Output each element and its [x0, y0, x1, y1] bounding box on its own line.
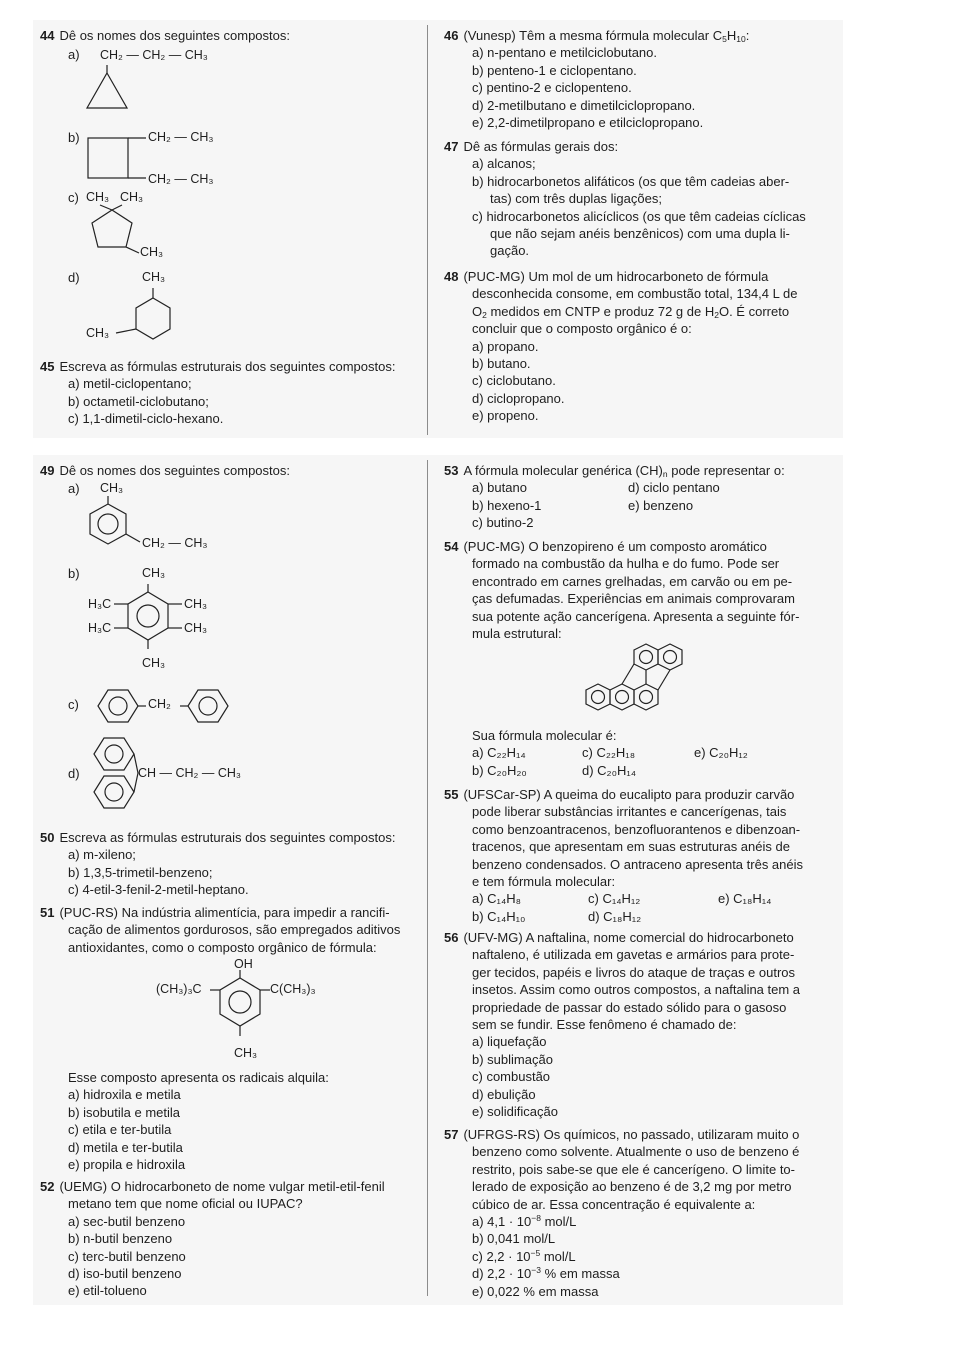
option-a: a) C₁₄H₈: [472, 891, 522, 907]
question-text-line6: e tem fórmula molecular:: [472, 874, 616, 890]
option-d: d) C₂₀H₁₄: [582, 762, 637, 778]
q49-b-left1: H₃C: [88, 597, 112, 611]
option-b-line1: b) hidrocarbonetos alifáticos (os que têm cadeias aber-: [472, 173, 790, 189]
option-d: d) ciclopropano.: [472, 390, 565, 406]
question-text-line1: (PUC-RS) Na indústria alimentícia, para impedir a rancifi-: [59, 905, 390, 920]
option-e: e) propila e hidroxila: [68, 1157, 186, 1173]
question-number: 51: [40, 905, 55, 920]
option-c: c) 4-etil-3-fenil-2-metil-heptano.: [68, 882, 249, 898]
question-text-line1: (UFRGS-RS) Os químicos, no passado, utilizaram muito o: [463, 1127, 800, 1142]
option-a: a) hidroxila e metila: [68, 1087, 181, 1103]
option-a: a) sec-butil benzeno: [68, 1213, 186, 1229]
question-text-line2: formado na combustão da hulha e do fumo. Pode ser: [472, 556, 780, 572]
text-part: c) 2,2 · 10: [472, 1248, 531, 1264]
question-text-line3: como benzoantracenos, benzofluorantenos e dibenzoan-: [472, 821, 801, 837]
option-b: b) isobutila e metila: [68, 1104, 180, 1120]
option-d: [444, 1265, 829, 1282]
question-54-prompt: Sua fórmula molecular é:: [472, 728, 617, 743]
q44-b-top: CH₂ — CH₃: [148, 130, 214, 144]
cyclobutane-ring: [88, 128, 148, 188]
question-text-line5: propriedade de passar do estado sólido para o gasoso: [472, 999, 787, 1015]
question-number: 53: [444, 463, 459, 478]
q44-option-b-label: b): [68, 130, 80, 145]
exponent: −8: [531, 1213, 541, 1224]
question-number: 47: [444, 139, 459, 154]
text-part: O. É correto: [718, 303, 790, 319]
question-text: Dê os nomes dos seguintes compostos:: [59, 463, 290, 478]
option-e: e) solidificação: [472, 1104, 558, 1120]
benzene-ring-a: [80, 496, 150, 556]
option-a: a) butano: [472, 480, 527, 496]
option-c: c) butino-2: [472, 515, 534, 531]
question-45: [40, 358, 425, 428]
option-d: d) iso-butil benzeno: [68, 1266, 182, 1282]
option-c: c) 1,1-dimetil-ciclo-hexano.: [68, 411, 224, 427]
option-b: b) 0,041 mol/L: [472, 1231, 556, 1247]
q51-right: C(CH₃)₃: [270, 982, 316, 996]
benzene-ring-b: [110, 582, 190, 662]
q49-a-right: CH₂ — CH₃: [142, 536, 208, 550]
question-text: Dê os nomes dos seguintes compostos:: [59, 28, 290, 43]
q51-left: (CH₃)₃C: [156, 982, 202, 996]
cyclopropane-ring: [82, 68, 132, 113]
text-sub: 2: [714, 309, 719, 320]
options-row-2: [444, 908, 829, 925]
question-text-line1: (UEMG) O hidrocarboneto de nome vulgar metil-etil-fenil: [59, 1179, 385, 1194]
question-number: 49: [40, 463, 55, 478]
question-49: [40, 462, 420, 479]
question-text-line5: cúbico de ar. Essa concentração é equivalente a:: [472, 1196, 756, 1212]
question-text-line2: naftaleno, é utilizada em gavetas e armários para prote-: [472, 947, 795, 963]
option-d: d) metila e ter-butila: [68, 1139, 183, 1155]
question-number: 57: [444, 1127, 459, 1142]
option-a: a) metil-ciclopentano;: [68, 376, 192, 392]
q44-c-sub1: CH₃: [86, 190, 110, 204]
question-text-line3: ger tecidos, papéis e livros do ataque de traças e outros: [472, 964, 796, 980]
option-e: e) benzeno: [628, 497, 694, 513]
option-a: a) C₂₂H₁₄: [472, 745, 526, 761]
question-57: [444, 1126, 829, 1300]
options-row-2: [444, 497, 829, 514]
option-b: b) n-butil benzeno: [68, 1231, 173, 1247]
q44-d-left: CH₃: [86, 326, 110, 340]
question-text-line4: insetos. Assim como outros compostos, a naftalina tem a: [472, 982, 801, 998]
option-e: e) C₂₀H₁₂: [694, 745, 748, 761]
q44-a-chain: CH₂ — CH₂ — CH₃: [100, 48, 208, 62]
option-e: e) etil-tolueno: [68, 1283, 147, 1299]
question-text-line1: (PUC-MG) O benzopireno é um composto aromático: [463, 539, 767, 554]
option-c: c) pentino-2 e ciclopenteno.: [472, 80, 632, 96]
question-56: [444, 929, 829, 1120]
option-e: e) 0,022 % em massa: [472, 1283, 599, 1299]
question-number: 55: [444, 787, 459, 802]
question-number: 45: [40, 359, 55, 374]
question-text: A fórmula molecular genérica (CH): [463, 463, 663, 478]
option-b: b) C₁₄H₁₀: [472, 908, 526, 924]
question-50: [40, 829, 425, 899]
text-part: mol/L: [540, 1214, 577, 1230]
question-55: [444, 786, 829, 925]
text-part: mol/L: [540, 1248, 576, 1264]
q51-bottom: CH₃: [234, 1046, 258, 1060]
question-text: (Vunesp) Têm a mesma fórmula molecular C: [463, 28, 723, 43]
q44-option-c-label: c): [68, 190, 79, 205]
q49-c-mid: CH₂: [148, 697, 171, 711]
text-part: d) 2,2 · 10: [472, 1266, 532, 1282]
question-text-line3: antioxidantes, como o composto orgânico de fórmula:: [68, 939, 377, 955]
text-part: O: [472, 303, 483, 319]
question-text-line2: benzeno como solvente. Atualmente o uso de benzeno é: [472, 1144, 800, 1160]
option-c-line2: que não sejam anéis benzênicos) com uma dupla li-: [490, 226, 790, 242]
question-text-line6: sem se fundir. Esse fenômeno é chamado de:: [472, 1017, 737, 1033]
cyclohexane-ring: [108, 286, 178, 356]
question-51-prompt: Esse composto apresenta os radicais alquila:: [68, 1070, 329, 1085]
question-number: 44: [40, 28, 55, 43]
question-text-line3: encontrado em carnes grelhadas, em carvão ou em pe-: [472, 573, 793, 589]
question-number: 48: [444, 269, 459, 284]
question-53: [444, 462, 829, 532]
option-b: b) C₂₀H₂₀: [472, 762, 527, 778]
formula-part: H: [726, 28, 737, 43]
option-b: b) octametil-ciclobutano;: [68, 393, 209, 409]
question-number: 50: [40, 830, 55, 845]
option-a: a) propano.: [472, 338, 539, 354]
question-text-line2: pode liberar substâncias irritantes e cancerígenas, tais: [472, 804, 787, 820]
option-a: a) n-pentano e metilciclobutano.: [472, 45, 658, 61]
option-b: b) sublimação: [472, 1051, 553, 1067]
option-a: a) liquefação: [472, 1034, 547, 1050]
option-d: d) ebulição: [472, 1086, 536, 1102]
text-sub: 2: [482, 309, 487, 320]
q49-option-b-label: b): [68, 566, 80, 581]
question-number: 56: [444, 930, 459, 945]
option-a: a) alcanos;: [472, 156, 536, 172]
text-part: a) 4,1 · 10: [472, 1214, 532, 1230]
question-text-line1: (UFSCar-SP) A queima do eucalipto para produzir carvão: [463, 787, 795, 802]
option-c: [444, 1248, 829, 1265]
option-c: c) C₂₂H₁₈: [582, 745, 636, 761]
question-48: [444, 268, 829, 425]
q49-d-chain: CH — CH₂ — CH₃: [138, 766, 241, 780]
question-54-answers: [444, 727, 829, 779]
question-text-line4: ças defumadas. Experiências em animais comprovaram: [472, 591, 795, 607]
question-text-line2: desconhecida consome, em combustão total, 134,4 L de: [472, 286, 798, 302]
text-sub: n: [662, 469, 668, 479]
option-a: a) m-xileno;: [68, 847, 136, 863]
q49-a-top: CH₃: [100, 481, 124, 495]
exponent: −5: [530, 1247, 541, 1258]
diphenyl-rings-d: [84, 732, 144, 822]
question-text: Escreva as fórmulas estruturais dos seguintes compostos:: [59, 359, 396, 374]
text-part: medidos em CNTP e produz 72 g de H: [486, 303, 715, 319]
question-46: [444, 27, 824, 131]
column-divider-bottom: [427, 460, 428, 1296]
option-e: e) C₁₈H₁₄: [718, 891, 772, 907]
options-row-1: [444, 744, 829, 761]
question-text-line3: restrito, pois sabe-se que ele é cancerígeno. O limite to-: [472, 1161, 795, 1177]
options-row-1: [444, 890, 829, 907]
option-b-line2: tas) com três duplas ligações;: [490, 191, 662, 207]
question-text-line2: cação de alimentos gordurosos, são empregados aditivos: [68, 922, 401, 938]
q49-b-right1: CH₃: [184, 597, 208, 611]
question-text-line3: [444, 303, 829, 320]
option-d: d) 2-metilbutano e dimetilciclopropano.: [472, 97, 696, 113]
options-row-2: [444, 762, 829, 779]
option-c: c) combustão: [472, 1069, 551, 1085]
formula-sub: 5: [722, 34, 727, 44]
q44-d-top: CH₃: [142, 270, 166, 284]
question-text-line4: concluir que o composto orgânico é o:: [472, 321, 692, 337]
formula-part: :: [745, 28, 750, 43]
q49-option-c-label: c): [68, 697, 79, 712]
q44-c-sub3: CH₃: [140, 245, 164, 259]
option-c: c) terc-butil benzeno: [68, 1248, 186, 1264]
option-b: b) hexeno-1: [472, 497, 542, 513]
question-54: [444, 538, 829, 642]
question-51: [40, 904, 425, 956]
q44-c-sub2: CH₃: [120, 190, 144, 204]
question-number: 54: [444, 539, 459, 554]
q49-b-bottom: CH₃: [142, 656, 166, 670]
question-text-line2: metano tem que nome oficial ou IUPAC?: [68, 1196, 303, 1212]
option-c: c) ciclobutano.: [472, 373, 556, 389]
q44-b-bottom: CH₂ — CH₃: [148, 172, 214, 186]
option-b: b) penteno-1 e ciclopentano.: [472, 62, 637, 78]
option-c-line1: c) hidrocarbonetos alicíclicos (os que têm cadeias cíclicas: [472, 208, 806, 224]
bht-ring: [200, 970, 280, 1050]
q44-option-a-label: a): [68, 47, 80, 62]
question-text-line5: benzeno condensados. O antraceno apresenta três anéis: [472, 856, 804, 872]
question-number: 52: [40, 1179, 55, 1194]
options-row-1: [444, 479, 829, 496]
option-c: c) C₁₄H₁₂: [588, 891, 641, 907]
text-part: % em massa: [540, 1266, 620, 1282]
option-c: c) etila e ter-butila: [68, 1122, 172, 1138]
option-e: e) 2,2-dimetilpropano e etilciclopropano.: [472, 115, 704, 131]
question-text-line4: tracenos, que apresentam em suas estruturas anéis de: [472, 839, 790, 855]
exponent: −3: [531, 1265, 541, 1276]
benzopyrene-structure: [578, 644, 718, 724]
question-text-line1: (UFV-MG) A naftalina, nome comercial do hidrocarboneto: [463, 930, 794, 945]
question-text-line4: lerado de exposição ao benzeno é de 3,2 mg por metro: [472, 1179, 792, 1195]
question-51-options: [40, 1069, 425, 1173]
option-a: [444, 1213, 829, 1230]
option-b: b) butano.: [472, 356, 531, 372]
question-44: [40, 27, 420, 44]
question-number: 46: [444, 28, 459, 43]
question-text: Escreva as fórmulas estruturais dos seguintes compostos:: [59, 830, 396, 845]
q49-b-top: CH₃: [142, 566, 166, 580]
option-d: d) C₁₈H₁₂: [588, 908, 642, 924]
q44-option-d-label: d): [68, 270, 80, 285]
q49-b-right2: CH₃: [184, 621, 208, 635]
question-47: [444, 138, 829, 260]
option-e: e) propeno.: [472, 408, 539, 424]
q49-option-a-label: a): [68, 481, 80, 496]
formula-sub: 10: [736, 34, 746, 44]
question-52: [40, 1178, 425, 1300]
question-text: Dê as fórmulas gerais dos:: [463, 139, 619, 154]
question-text-line6: mula estrutural:: [472, 626, 562, 642]
option-b: b) 1,3,5-trimetil-benzeno;: [68, 864, 213, 880]
question-text-line1: (PUC-MG) Um mol de um hidrocarboneto de fórmula: [463, 269, 769, 284]
q51-oh: OH: [234, 957, 253, 971]
text-part: pode representar o:: [667, 463, 785, 478]
option-c-line3: gação.: [490, 243, 530, 259]
column-divider-top: [427, 25, 428, 435]
q49-b-left2: H₃C: [88, 621, 112, 635]
question-text-line5: sua potente ação cancerígena. Apresenta a seguinte fór-: [472, 608, 800, 624]
option-d: d) ciclo pentano: [628, 480, 720, 496]
q49-option-d-label: d): [68, 766, 80, 781]
